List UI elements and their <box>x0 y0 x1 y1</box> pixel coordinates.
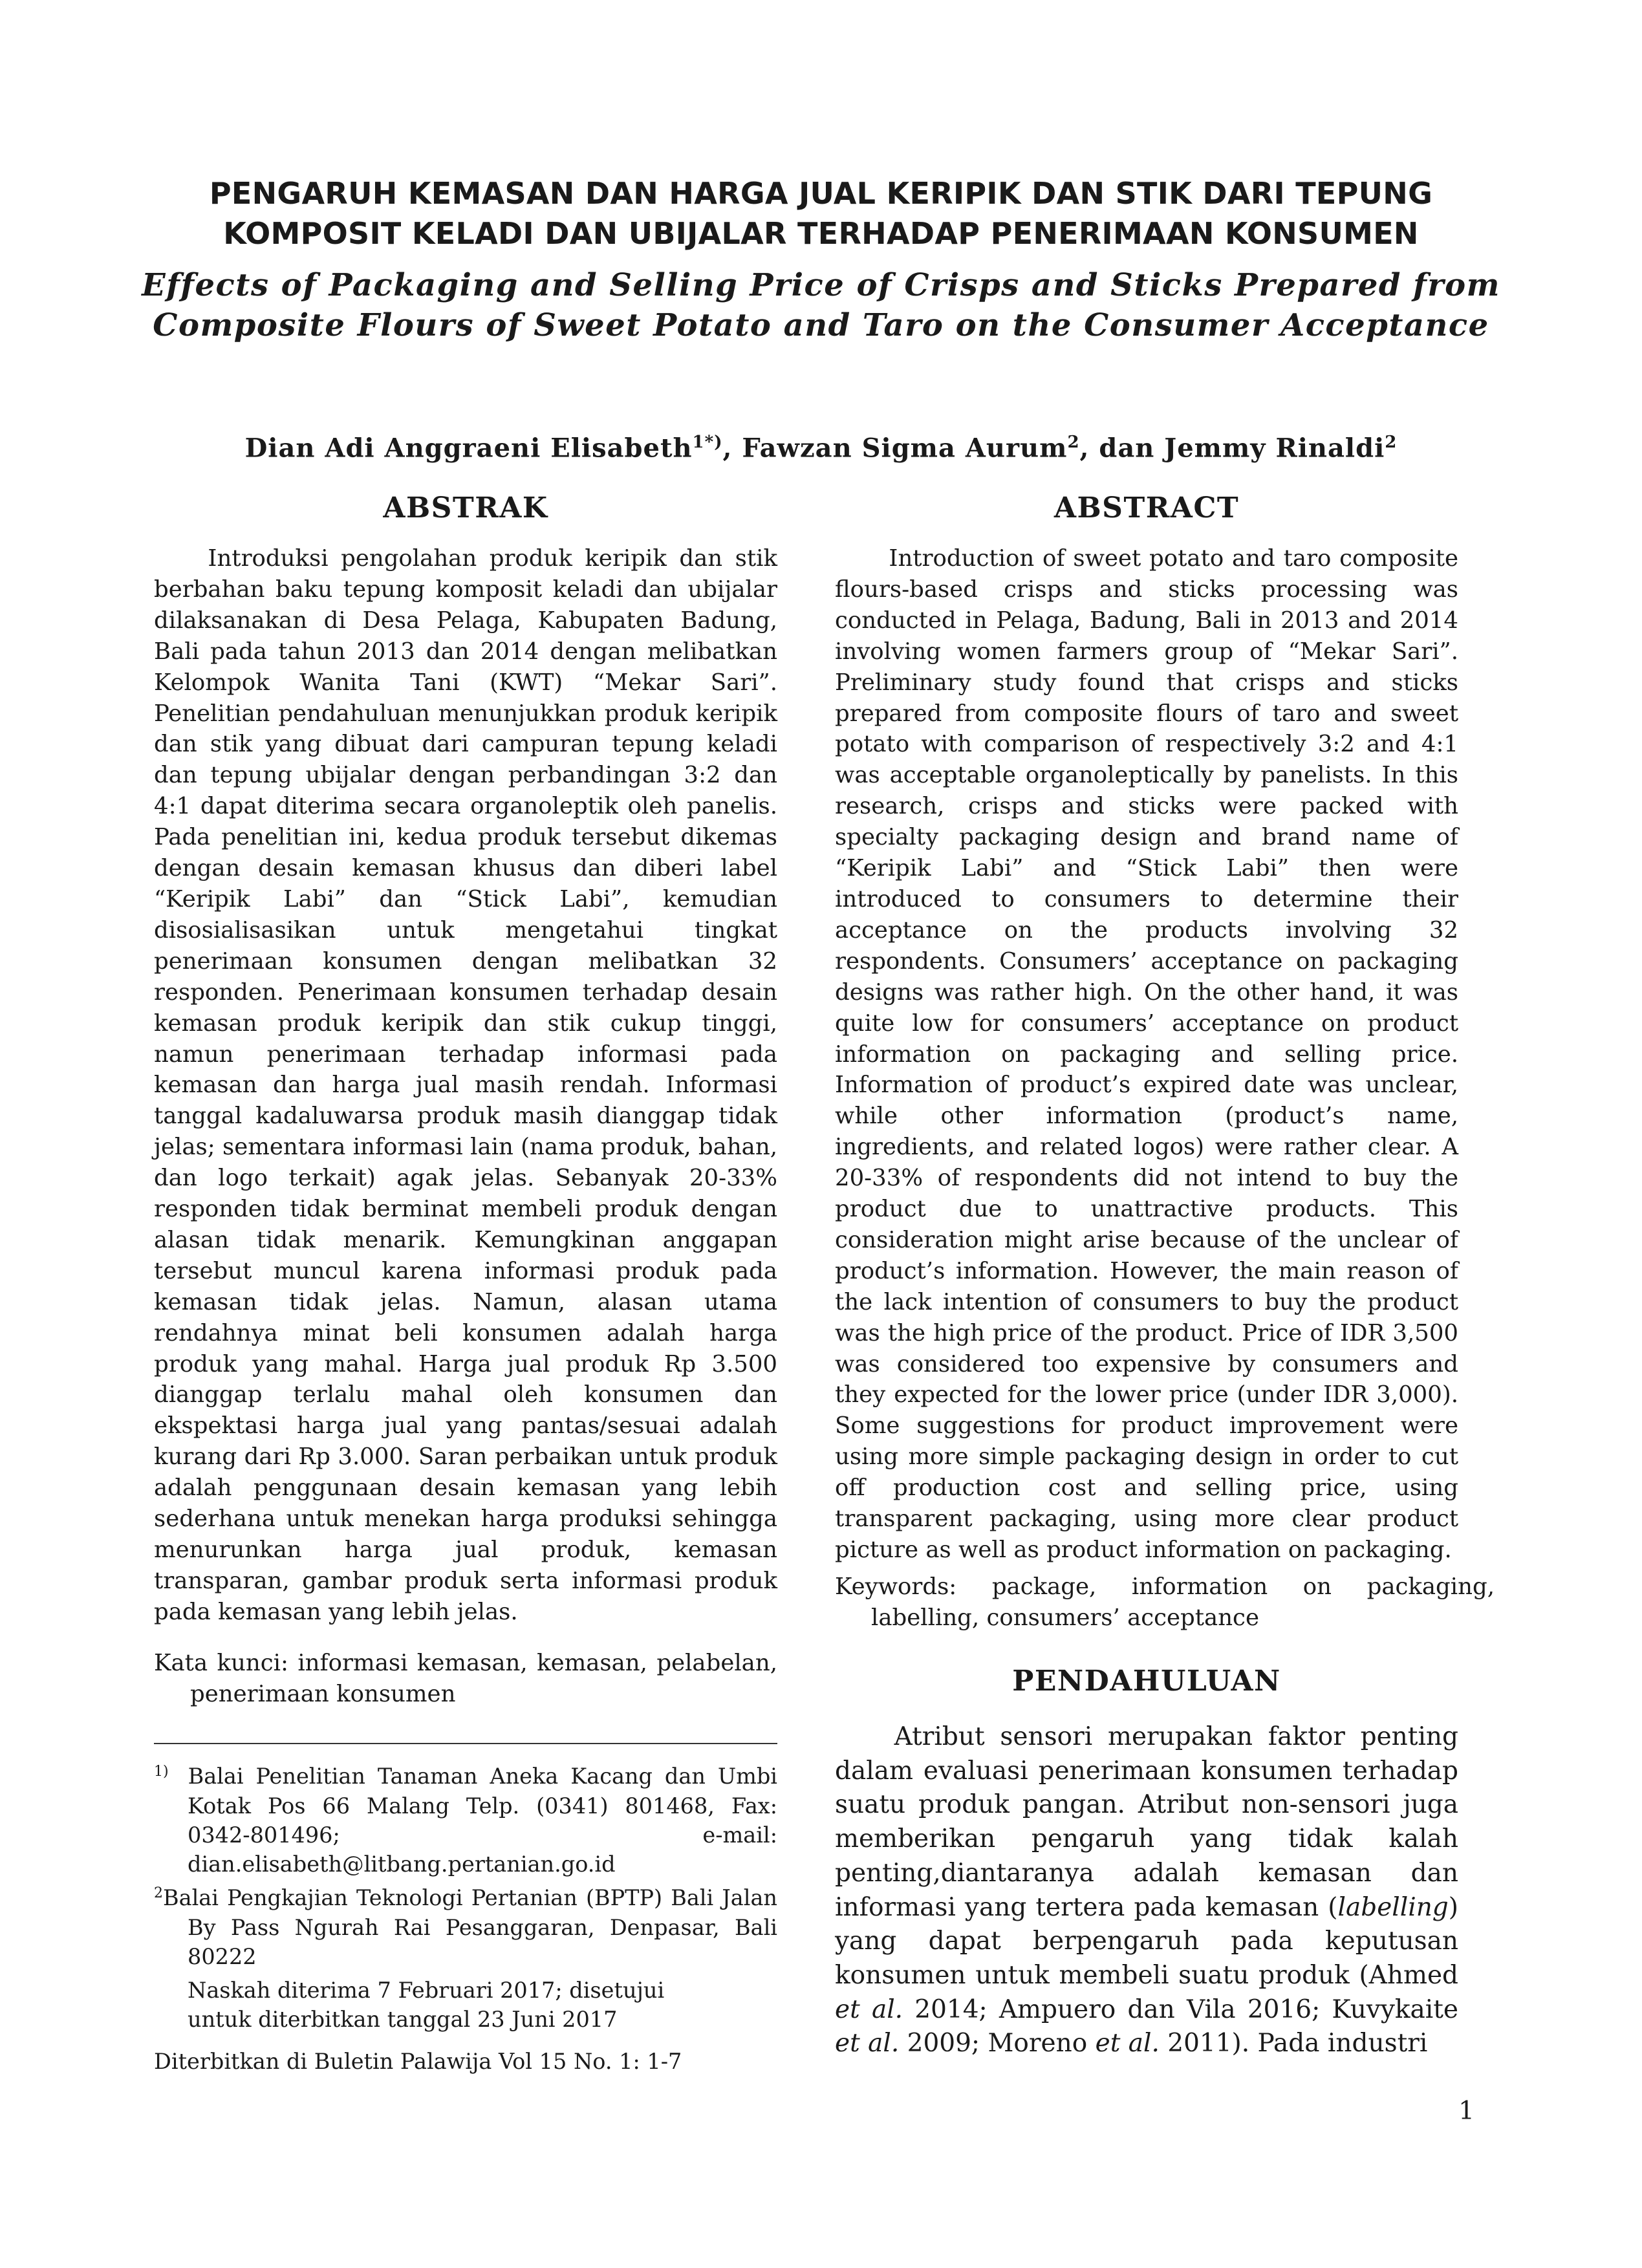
author-separator: , <box>722 433 742 464</box>
pendahuluan-text-2: ) yang dapat berpengaruh pada keputusan konsumen untuk membeli suatu produk (Ahmed <box>835 1892 1458 1990</box>
abstract-text: Introduction of sweet potato and taro composite flours-based crisps and sticks processing was conducted in Pelaga, Badung, Bali in 2013 and 2014 involving women farmers group of “Mekar Sari”. Preliminary study found that crisps and sticks prepared from composite flours of taro and sweet potato with comparison of respectively 3:2 and 4:1 was acceptable organoleptically by panelists. In this research, crisps and sticks were packed with specialty packaging design and brand name of “Keripik Labi” and “Stick Labi” then were introduced to consumers to determine their acceptance on the products involving 32 respondents. Consumers’ acceptance on packaging designs was rather high. On the other hand, it was quite low for consumers’ acceptance on product information on packaging and selling price. Information of product’s expired date was unclear, while other information (product’s name, ingredients, and related logos) were rather clear. A 20-33% of respondents did not intend to buy the product due to unattractive products. This consideration might arise because of the unclear of product’s information. However, the main reason of the lack intention of consumers to buy the product was the high price of the product. Price of IDR 3,500 was considered too expensive by consumers and they expected for the lower price (under IDR 3,000). Some suggestions for product improvement were using more simple packaging design in order to cut off production cost and selling price, using transparent packaging, using more clear product picture as well as product information on packaging. <box>835 545 1458 1563</box>
author-3-affiliation: 2 <box>1385 433 1398 452</box>
title-indonesian: PENGARUH KEMASAN DAN HARGA JUAL KERIPIK DAN STIK DARI TEPUNG KOMPOSIT KELADI DAN UBIJALAR TERHADAP PENERIMAAN KONSUMEN <box>209 176 1433 251</box>
pendahuluan-text-3: 2014; Ampuero dan Vila 2016; Kuvykaite <box>903 1994 1458 2024</box>
citation-etal: et al. <box>1095 2029 1160 2058</box>
pendahuluan-text-5: 2011). Pada industri <box>1159 2029 1428 2058</box>
abstract-heading: ABSTRACT <box>1053 491 1240 524</box>
author-list <box>129 426 1513 465</box>
pendahuluan-term-labelling: labelling <box>1337 1892 1449 1922</box>
pendahuluan-heading: PENDAHULUAN <box>1012 1665 1281 1698</box>
title-english: Effects of Packaging and Selling Price of Crisps and Sticks Prepared from Composite Flours of Sweet Potato and Taro on the Consumer Acceptance <box>142 267 1500 343</box>
abstrak-keywords: Kata kunci: informasi kemasan, kemasan, pelabelan, penerimaan konsumen <box>154 1650 777 1707</box>
footnote-2-mark: 2 <box>154 1885 163 1901</box>
author-2-affiliation: 2 <box>1067 433 1080 452</box>
publication-note: Diterbitkan di Buletin Palawija Vol 15 No. 1: 1-7 <box>154 2049 682 2074</box>
abstract-keywords: Keywords: package, information on packaging, labelling, consumers’ acceptance <box>835 1573 1495 1631</box>
author-2: Fawzan Sigma Aurum <box>742 433 1068 464</box>
author-1-affiliation: 1*) <box>692 433 723 452</box>
footnote-1 <box>154 1757 777 1879</box>
author-1: Dian Adi Anggraeni Elisabeth <box>244 433 693 464</box>
pendahuluan-text-1: Atribut sensori merupakan faktor penting dalam evaluasi penerimaan konsumen terhadap suatu produk pangan. Atribut non-sensori juga memberikan pengaruh yang tidak kalah penting,diantaranya adalah kemasan dan informasi yang tertera pada kemasan ( <box>835 1722 1458 1922</box>
footnote-1-mark: 1) <box>154 1764 169 1780</box>
footnote-divider <box>154 1743 777 1744</box>
page-number: 1 <box>1458 2097 1475 2126</box>
citation-etal: et al. <box>835 2029 900 2058</box>
footnote-2-text: Balai Pengkajian Teknologi Pertanian (BPTP) Bali Jalan By Pass Ngurah Rai Pesanggaran, Denpasar, Bali 80222 <box>163 1885 777 1969</box>
received-date-note: Naskah diterima 7 Februari 2017; disetujui untuk diterbitkan tanggal 23 Juni 2017 <box>188 1978 665 2033</box>
abstrak-text: Introduksi pengolahan produk keripik dan stik berbahan baku tepung komposit keladi dan ubijalar dilaksanakan di Desa Pelaga, Kabupaten Badung, Bali pada tahun 2013 dan 2014 dengan melibatkan Kelompok Wanita Tani (KWT) “Mekar Sari”. Penelitian pendahuluan menunjukkan produk keripik dan stik yang dibuat dari campuran tepung keladi dan tepung ubijalar dengan perbandingan 3:2 dan 4:1 dapat diterima secara organoleptik oleh panelis. Pada penelitian ini, kedua produk tersebut dikemas dengan desain kemasan khusus dan diberi label “Keripik Labi” dan “Stick Labi”, kemudian disosialisasikan untuk mengetahui tingkat penerimaan konsumen dengan melibatkan 32 responden. Penerimaan konsumen terhadap desain kemasan produk keripik dan stik cukup tinggi, namun penerimaan terhadap informasi pada kemasan dan harga jual masih rendah. Informasi tanggal kadaluwarsa produk masih dianggap tidak jelas; sementara informasi lain (nama produk, bahan, dan logo terkait) agak jelas. Sebanyak 20-33% responden tidak berminat membeli produk dengan alasan tidak menarik. Kemungkinan anggapan tersebut muncul karena informasi produk pada kemasan tidak jelas. Namun, alasan utama rendahnya minat beli konsumen adalah harga produk yang mahal. Harga jual produk Rp 3.500 dianggap terlalu mahal oleh konsumen dan ekspektasi harga jual yang pantas/sesuai adalah kurang dari Rp 3.000. Saran perbaikan untuk produk adalah penggunaan desain kemasan yang lebih sederhana untuk menekan harga produksi sehingga menurunkan harga jual produk, kemasan transparan, gambar produk serta informasi produk pada kemasan yang lebih jelas. <box>154 545 777 1625</box>
author-separator: , dan <box>1079 433 1165 464</box>
author-3: Jemmy Rinaldi <box>1164 433 1385 464</box>
citation-etal: et al. <box>835 1994 903 2024</box>
footnote-1-text: Balai Penelitian Tanaman Aneka Kacang dan Umbi Kotak Pos 66 Malang Telp. (0341) 801468, Fax: 0342-801496; e-mail: dian.elisabeth@litbang.pertanian.go.id <box>188 1764 777 1877</box>
footnote-2 <box>154 1879 777 1971</box>
pendahuluan-text-4: 2009; Moreno <box>899 2029 1096 2058</box>
pendahuluan-paragraph <box>835 1720 1458 2061</box>
abstrak-heading: ABSTRAK <box>383 491 548 524</box>
